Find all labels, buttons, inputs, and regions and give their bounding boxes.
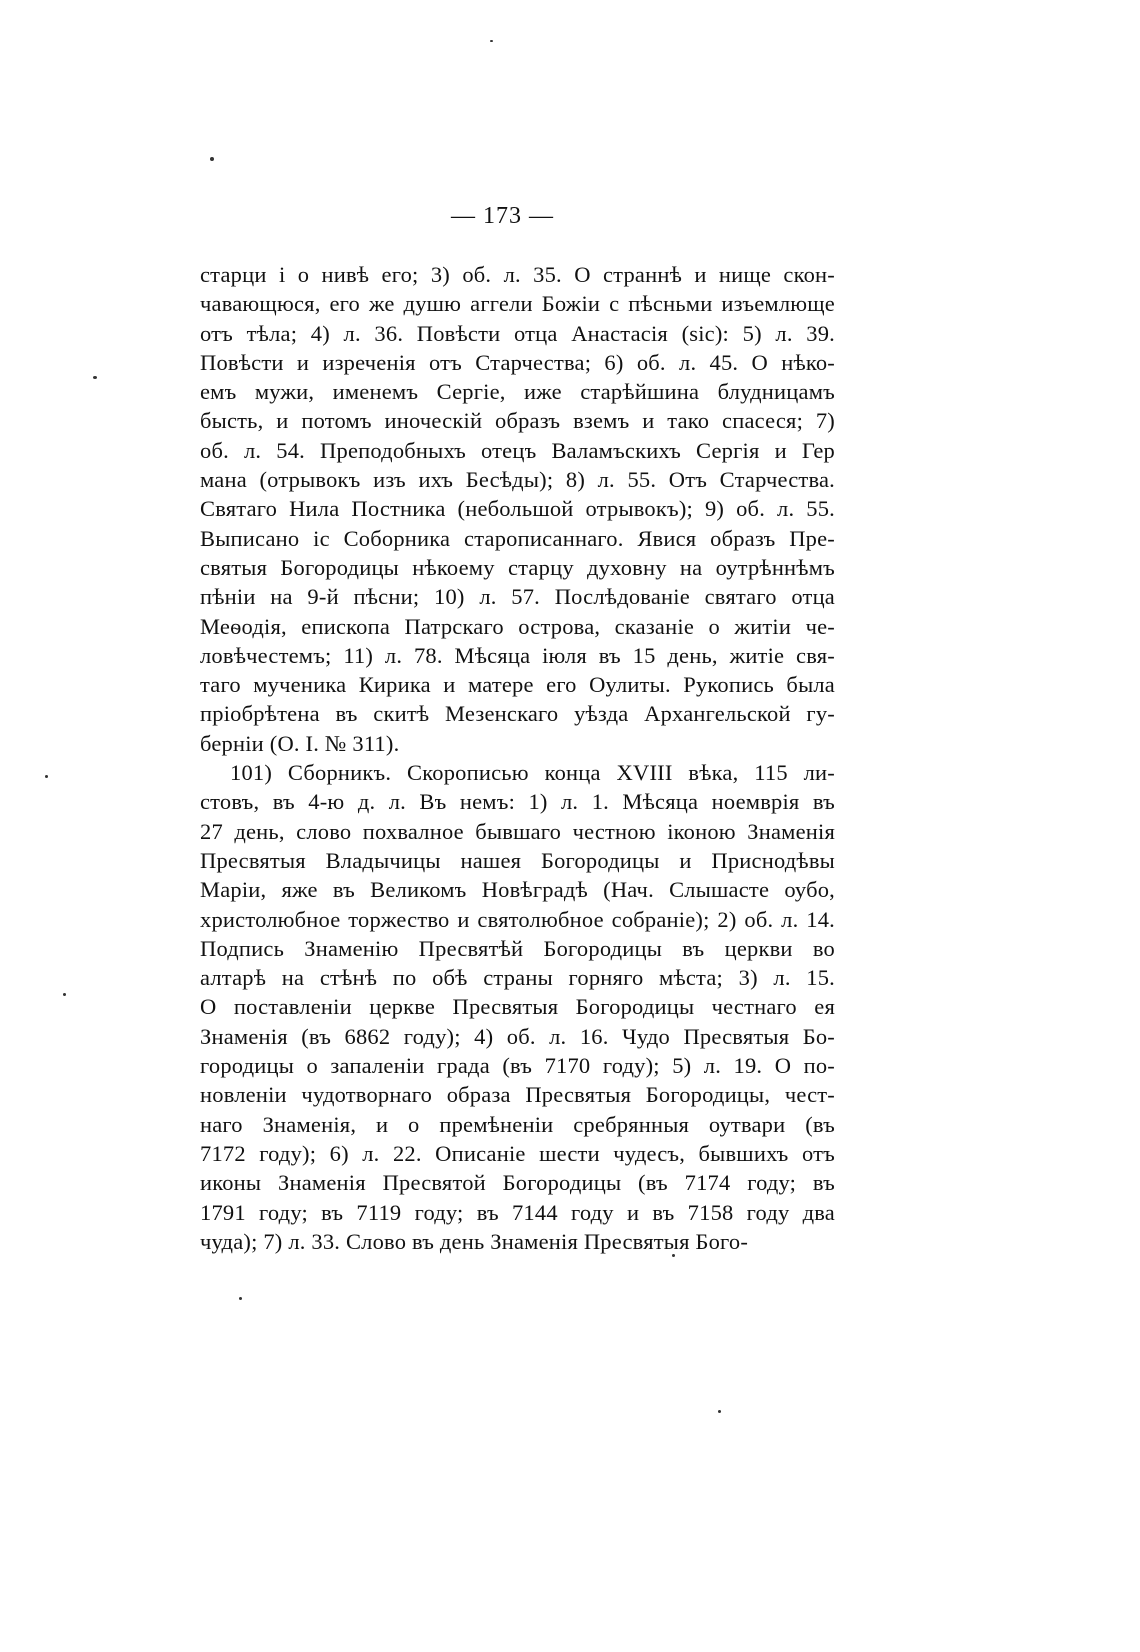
text-line: Повѣсти и изреченія отъ Старчества; 6) об. л. 45. О нѣко- — [200, 349, 835, 375]
page-number: — 173 — — [451, 203, 554, 229]
text-line: Знаменія (въ 6862 году); 4) об. л. 16. Чудо Пресвятыя Бо- — [200, 1023, 835, 1049]
text-line: наго Знаменія, и о премѣненіи сребрянныя оутвари (въ — [200, 1111, 835, 1137]
text-line: новленіи чудотворнаго образа Пресвятыя Богородицы, чест- — [200, 1082, 835, 1108]
text-line: об. л. 54. Преподобныхъ отецъ Валамъскихъ Сергія и Гер — [200, 437, 835, 463]
text-body — [200, 260, 835, 1256]
scan-speck — [45, 775, 48, 778]
text-line: пріобрѣтена въ скитѣ Мезенскаго уѣзда Архангельской гу- — [200, 701, 835, 727]
scan-speck — [63, 993, 66, 996]
scan-speck — [239, 1297, 242, 1300]
text-line: христолюбное торжество и святолюбное собраніе); 2) об. л. 14. — [200, 906, 835, 932]
paragraph-2 — [200, 758, 835, 1256]
text-line: емъ мужи, именемъ Сергіе, иже старѣйшина блудницамъ — [200, 379, 835, 405]
text-line: стовъ, въ 4-ю д. л. Въ немъ: 1) л. 1. Мѣсяца ноемврія въ — [200, 789, 835, 815]
text-line: таго мученика Кирика и матере его Оулиты. Рукопись была — [200, 672, 835, 698]
paragraph-1 — [200, 260, 835, 758]
scan-speck — [672, 1254, 675, 1257]
scan-speck — [93, 376, 97, 379]
scan-speck — [490, 40, 493, 42]
text-line: Меѳодія, епископа Патрскаго острова, сказаніе о житіи че- — [200, 613, 835, 639]
text-line: Пресвятыя Владычицы нашея Богородицы и Приснодѣвы — [200, 847, 835, 873]
text-line: ловѣчестемъ; 11) л. 78. Мѣсяца іюля въ 15 день, житіе свя- — [200, 642, 835, 668]
text-line: 1791 году; въ 7119 году; въ 7144 году и въ 7158 году два — [200, 1199, 835, 1225]
scan-speck — [210, 157, 214, 161]
text-line: мана (отрывокъ изъ ихъ Бесѣды); 8) л. 55. Отъ Старчества. — [200, 467, 835, 493]
text-line: бысть, и потомъ иноческій образъ вземъ и тако спасеся; 7) — [200, 408, 835, 434]
text-line: святыя Богородицы нѣкоему старцу духовну на оутрѣннѣмъ — [200, 554, 835, 580]
text-line: пѣніи на 9-й пѣсни; 10) л. 57. Послѣдованіе святаго отца — [200, 584, 835, 610]
scan-speck — [718, 1410, 721, 1413]
text-line: берніи (О. I. № 311). — [200, 730, 400, 756]
text-line: Маріи, яже въ Великомъ Новѣградѣ (Нач. Слышасте оубо, — [200, 877, 835, 903]
text-line: 101) Сборникъ. Скорописью конца XVIII вѣка, 115 ли- — [230, 760, 835, 786]
text-line: Выписано іс Соборника старописаннаго. Явися образъ Пре- — [200, 525, 835, 551]
text-line: алтарѣ на стѣнѣ по обѣ страны горняго мѣста; 3) л. 15. — [200, 965, 835, 991]
text-line: старци і о нивѣ его; 3) об. л. 35. О страннѣ и нище скон- — [200, 262, 835, 287]
text-line: О поставленіи церкве Пресвятыя Богородицы честнаго ея — [200, 994, 835, 1020]
text-line: чуда); 7) л. 33. Слово въ день Знаменія Пресвятыя Бого- — [200, 1228, 749, 1254]
text-line: чавающюся, его же душю аггели Божіи с пѣсньми изъемлюще — [200, 291, 835, 317]
text-line: 27 день, слово похвалное бывшаго честною іконою Знаменія — [200, 818, 835, 844]
text-line: отъ тѣла; 4) л. 36. Повѣсти отца Анастасія (sic): 5) л. 39. — [200, 320, 835, 346]
text-line: Святаго Нила Постника (небольшой отрывокъ); 9) об. л. 55. — [200, 496, 835, 522]
text-line: городицы о запаленіи града (въ 7170 году); 5) л. 19. О по- — [200, 1053, 835, 1079]
text-line: Подпись Знаменію Пресвятѣй Богородицы въ церкви во — [200, 935, 835, 961]
text-line: иконы Знаменія Пресвятой Богородицы (въ 7174 году; въ — [200, 1170, 835, 1196]
text-line: 7172 году); 6) л. 22. Описаніе шести чудесъ, бывшихъ отъ — [200, 1140, 835, 1166]
